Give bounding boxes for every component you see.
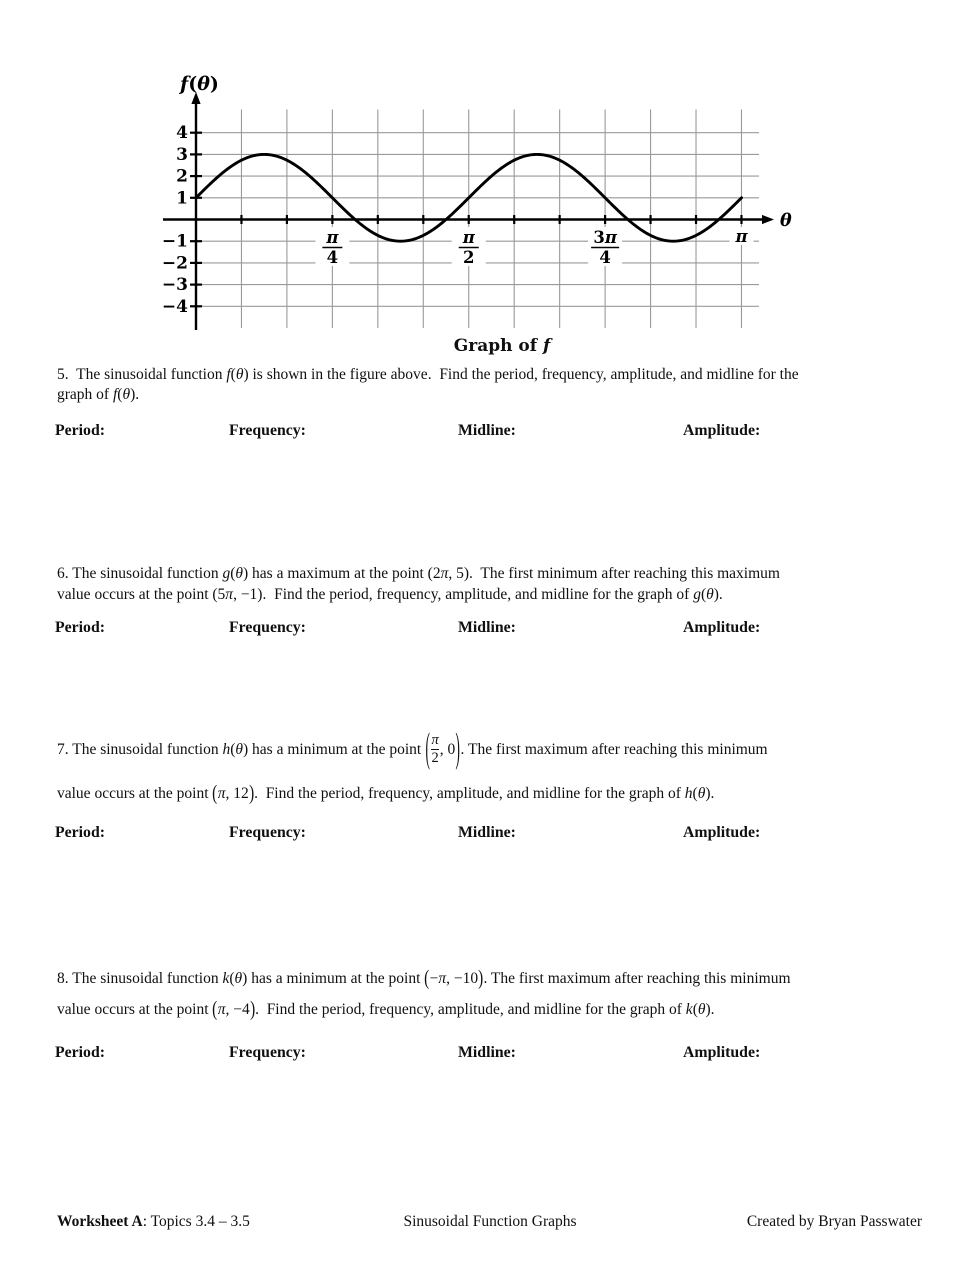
text-segment: ). xyxy=(705,785,715,802)
x-axis-title: θ xyxy=(780,211,792,231)
answer-label-frequency: Frequency: xyxy=(229,619,306,636)
open-paren: ( xyxy=(425,727,430,772)
footer-title: Sinusoidal Function Graphs xyxy=(403,1213,577,1230)
question-8-line-2 xyxy=(57,999,715,1020)
text-segment: , −4 xyxy=(225,1000,250,1018)
answer-label-amplitude: Amplitude: xyxy=(683,824,761,841)
text-segment: ( xyxy=(692,785,698,802)
math-symbol: π xyxy=(217,784,226,802)
text-segment: ). xyxy=(130,386,140,403)
figure-caption xyxy=(352,336,652,356)
math-symbol: π xyxy=(225,586,234,603)
fraction xyxy=(430,733,439,766)
text-segment: , −10 xyxy=(446,969,479,987)
text-segment: ( xyxy=(230,741,236,758)
y-tick-label: −4 xyxy=(161,296,188,317)
answer-label-frequency: Frequency: xyxy=(229,1044,306,1061)
math-symbol: θ xyxy=(697,1001,706,1018)
math-symbol: θ xyxy=(235,366,244,383)
fraction-denominator: 2 xyxy=(431,750,439,767)
answer-label-frequency: Frequency: xyxy=(229,422,306,439)
x-tick-numerator: 3π xyxy=(593,228,617,247)
answer-label-amplitude: Amplitude: xyxy=(683,619,761,636)
text-segment: − xyxy=(429,969,439,987)
answer-label-period: Period: xyxy=(55,619,106,636)
answer-label-amplitude: Amplitude: xyxy=(683,422,761,439)
footer-credit: Created by Bryan Passwater xyxy=(746,1213,922,1230)
big-paren-group xyxy=(424,966,484,990)
text-segment: ( xyxy=(117,386,123,403)
close-paren: ) xyxy=(455,727,461,772)
text-segment: 6. The sinusoidal function xyxy=(57,565,223,582)
text-segment: ( xyxy=(700,586,707,603)
math-symbol: h xyxy=(222,741,231,758)
fraction-numerator: π xyxy=(431,731,439,748)
math-symbol: h xyxy=(684,785,693,802)
y-tick-label: 2 xyxy=(176,166,188,187)
close-paren: ) xyxy=(249,997,255,1021)
text-segment: ). xyxy=(705,1001,715,1018)
x-tick-label: π xyxy=(735,227,748,246)
question-7-line-2 xyxy=(57,783,714,804)
text-segment: , 0 xyxy=(439,740,456,758)
text-segment: , 5). The first minimum after reaching this maximum xyxy=(448,565,780,582)
open-paren: ( xyxy=(424,966,430,990)
big-paren-group xyxy=(212,997,255,1021)
close-paren: ) xyxy=(248,781,254,805)
math-symbol: π xyxy=(438,969,447,987)
text-segment: . The first maximum after reaching this minimum xyxy=(460,741,768,758)
question-5-line-1 xyxy=(57,364,799,385)
caption-text: Graph of xyxy=(453,336,543,356)
answer-label-midline: Midline: xyxy=(458,1044,516,1061)
math-symbol: k xyxy=(222,970,230,987)
x-axis-arrow xyxy=(762,215,774,224)
x-tick-numerator: π xyxy=(462,228,475,247)
text-segment: 5. The sinusoidal function xyxy=(57,366,227,383)
text-segment: , −1). Find the period, frequency, amplitude, and midline for the graph of xyxy=(233,586,694,603)
text-segment: ) has a minimum at the point xyxy=(243,741,426,758)
question-8-line-1 xyxy=(57,968,791,989)
text-segment: ( xyxy=(230,366,236,383)
x-tick-numerator: π xyxy=(326,228,339,247)
x-tick-denominator: 4 xyxy=(599,248,611,267)
x-tick-denominator: 2 xyxy=(463,248,475,267)
big-paren-group xyxy=(425,727,461,772)
answer-label-midline: Midline: xyxy=(458,824,516,841)
text-segment: 7. The sinusoidal function xyxy=(57,741,223,758)
answer-label-amplitude: Amplitude: xyxy=(683,1044,761,1061)
math-symbol: f xyxy=(226,366,231,383)
function-graph xyxy=(0,0,979,362)
math-symbol: θ xyxy=(697,785,706,802)
close-paren: ) xyxy=(478,966,484,990)
question-6-line-1 xyxy=(57,563,780,584)
question-7-line-1 xyxy=(57,727,768,772)
text-segment: value occurs at the point xyxy=(57,785,213,802)
y-tick-label: 4 xyxy=(176,123,188,144)
text-segment: ) has a minimum at the point xyxy=(242,970,425,987)
math-symbol: f xyxy=(112,386,118,403)
y-tick-label: 3 xyxy=(176,144,188,165)
text-segment: ( xyxy=(692,1001,698,1018)
text-segment: ). xyxy=(713,586,723,603)
text-segment: graph of xyxy=(57,386,113,403)
text-segment: value occurs at the point (5 xyxy=(57,586,226,603)
text-segment: . Find the period, frequency, amplitude, and midline for the graph of xyxy=(255,1001,686,1018)
answer-label-midline: Midline: xyxy=(458,619,516,636)
text-segment: ) has a maximum at the point (2 xyxy=(243,565,441,582)
question-6-line-2 xyxy=(57,584,723,605)
answer-label-midline: Midline: xyxy=(458,422,516,439)
math-symbol: π xyxy=(440,565,449,582)
y-tick-label: −3 xyxy=(161,275,188,296)
text-segment: . The first maximum after reaching this minimum xyxy=(483,970,791,987)
y-axis-title: f(θ) xyxy=(180,73,219,95)
text-segment: ( xyxy=(229,970,235,987)
question-5-line-2 xyxy=(57,384,139,405)
x-tick-denominator: 4 xyxy=(326,248,339,267)
math-symbol: θ xyxy=(235,565,244,582)
footer-worksheet-label xyxy=(57,1211,250,1232)
open-paren: ( xyxy=(212,997,218,1021)
answer-label-period: Period: xyxy=(55,824,106,841)
text-segment: ( xyxy=(230,565,236,582)
text-segment: value occurs at the point xyxy=(57,1001,213,1018)
math-symbol: g xyxy=(222,565,231,582)
answer-label-period: Period: xyxy=(55,422,106,439)
math-symbol: θ xyxy=(234,970,243,987)
math-symbol: θ xyxy=(122,386,131,403)
caption-function-letter: f xyxy=(542,336,551,356)
math-symbol: k xyxy=(685,1001,693,1018)
sinusoid-figure xyxy=(0,0,979,362)
footer-worksheet-topics: : Topics 3.4 – 3.5 xyxy=(142,1213,250,1230)
answer-label-frequency: Frequency: xyxy=(229,824,306,841)
text-segment: ) is shown in the figure above. Find the period, frequency, amplitude, and midline for the xyxy=(243,366,799,383)
y-tick-label: 1 xyxy=(176,188,188,209)
math-symbol: θ xyxy=(235,741,244,758)
text-segment: 8. The sinusoidal function xyxy=(57,970,223,987)
math-symbol: g xyxy=(693,586,701,603)
math-symbol: π xyxy=(217,1000,226,1018)
y-tick-label: −2 xyxy=(161,253,188,274)
big-paren-group xyxy=(212,781,254,805)
footer-worksheet-bold: Worksheet A xyxy=(57,1213,143,1230)
text-segment: , 12 xyxy=(225,784,249,802)
open-paren: ( xyxy=(212,781,218,805)
y-tick-label: −1 xyxy=(161,231,188,252)
answer-label-period: Period: xyxy=(55,1044,106,1061)
text-segment: . Find the period, frequency, amplitude, and midline for the graph of xyxy=(254,785,685,802)
math-symbol: θ xyxy=(706,586,714,603)
